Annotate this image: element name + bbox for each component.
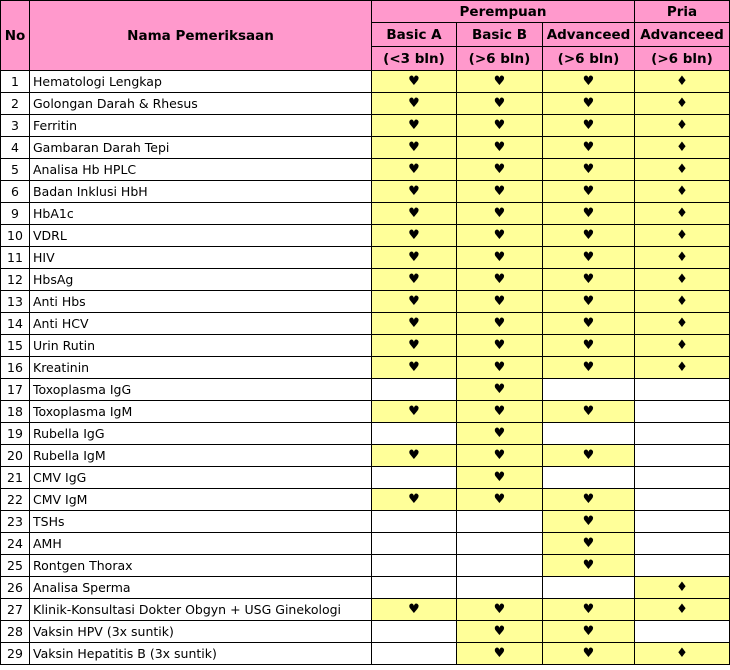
row-number: 4: [1, 137, 30, 159]
row-number: 29: [1, 643, 30, 665]
mark-cell-advanced-female: ♥: [543, 533, 635, 555]
row-number: 19: [1, 423, 30, 445]
mark-cell-basic-b: [457, 577, 543, 599]
test-name: Anti Hbs: [30, 291, 372, 313]
table-row: [1, 181, 730, 203]
mark-cell-basic-a: [372, 379, 457, 401]
mark-cell-advanced-female: ♥: [543, 643, 635, 665]
test-name: Rubella IgM: [30, 445, 372, 467]
mark-cell-advanced-female: ♥: [543, 93, 635, 115]
mark-cell-basic-b: ♥: [457, 357, 543, 379]
column-subheader-basic-a: (<3 bln): [372, 47, 457, 71]
table-row: [1, 71, 730, 93]
test-name: Rontgen Thorax: [30, 555, 372, 577]
mark-cell-advanced-female: ♥: [543, 225, 635, 247]
mark-cell-advanced-female: ♥: [543, 247, 635, 269]
mark-cell-basic-a: ♥: [372, 225, 457, 247]
table-header: [1, 1, 730, 71]
row-number: 18: [1, 401, 30, 423]
mark-cell-advanced-male: ♦: [635, 137, 730, 159]
mark-cell-advanced-male: [635, 467, 730, 489]
mark-cell-basic-a: [372, 423, 457, 445]
table-row: [1, 357, 730, 379]
mark-cell-basic-a: [372, 533, 457, 555]
mark-cell-advanced-male: ♦: [635, 159, 730, 181]
mark-cell-advanced-male: [635, 489, 730, 511]
mark-cell-basic-b: ♥: [457, 247, 543, 269]
test-name: HIV: [30, 247, 372, 269]
test-name: Kreatinin: [30, 357, 372, 379]
mark-cell-basic-b: ♥: [457, 115, 543, 137]
column-header-advanced-male: Advanceed: [635, 23, 730, 47]
test-name: Klinik-Konsultasi Dokter Obgyn + USG Ginekologi: [30, 599, 372, 621]
table-row: [1, 621, 730, 643]
mark-cell-basic-a: ♥: [372, 159, 457, 181]
mark-cell-advanced-male: ♦: [635, 93, 730, 115]
mark-cell-advanced-female: ♥: [543, 555, 635, 577]
table-row: [1, 423, 730, 445]
test-name: Analisa Sperma: [30, 577, 372, 599]
row-number: 21: [1, 467, 30, 489]
row-number: 27: [1, 599, 30, 621]
row-number: 24: [1, 533, 30, 555]
test-name: Rubella IgG: [30, 423, 372, 445]
table-row: [1, 225, 730, 247]
mark-cell-basic-b: [457, 533, 543, 555]
mark-cell-advanced-male: ♦: [635, 247, 730, 269]
table-row: [1, 555, 730, 577]
row-number: 17: [1, 379, 30, 401]
table-row: [1, 159, 730, 181]
row-number: 9: [1, 203, 30, 225]
mark-cell-basic-a: ♥: [372, 115, 457, 137]
mark-cell-advanced-male: ♦: [635, 291, 730, 313]
mark-cell-basic-a: ♥: [372, 71, 457, 93]
column-header-name: Nama Pemeriksaan: [30, 1, 372, 71]
mark-cell-advanced-female: ♥: [543, 335, 635, 357]
table-row: [1, 467, 730, 489]
mark-cell-advanced-female: ♥: [543, 71, 635, 93]
mark-cell-advanced-female: [543, 423, 635, 445]
test-name: HbsAg: [30, 269, 372, 291]
test-name: AMH: [30, 533, 372, 555]
test-name: CMV IgM: [30, 489, 372, 511]
test-name: Urin Rutin: [30, 335, 372, 357]
test-name: VDRL: [30, 225, 372, 247]
mark-cell-basic-b: ♥: [457, 335, 543, 357]
mark-cell-advanced-female: ♥: [543, 269, 635, 291]
test-name: Vaksin HPV (3x suntik): [30, 621, 372, 643]
column-header-advanced-female: Advanceed: [543, 23, 635, 47]
mark-cell-advanced-female: ♥: [543, 313, 635, 335]
mark-cell-basic-a: ♥: [372, 291, 457, 313]
mark-cell-advanced-female: ♥: [543, 621, 635, 643]
table-row: [1, 291, 730, 313]
mark-cell-basic-a: ♥: [372, 203, 457, 225]
group-header-male: Pria: [635, 1, 730, 23]
mark-cell-advanced-male: ♦: [635, 225, 730, 247]
mark-cell-basic-a: ♥: [372, 357, 457, 379]
column-header-basic-b: Basic B: [457, 23, 543, 47]
mark-cell-basic-a: ♥: [372, 335, 457, 357]
mark-cell-advanced-female: ♥: [543, 357, 635, 379]
table-row: [1, 335, 730, 357]
group-header-female: Perempuan: [372, 1, 635, 23]
mark-cell-basic-a: [372, 555, 457, 577]
mark-cell-basic-a: [372, 467, 457, 489]
test-name: HbA1c: [30, 203, 372, 225]
mark-cell-basic-a: [372, 511, 457, 533]
mark-cell-advanced-male: ♦: [635, 599, 730, 621]
mark-cell-advanced-male: ♦: [635, 577, 730, 599]
mark-cell-advanced-male: ♦: [635, 313, 730, 335]
table-row: [1, 489, 730, 511]
mark-cell-basic-b: ♥: [457, 423, 543, 445]
mark-cell-basic-b: ♥: [457, 621, 543, 643]
mark-cell-basic-a: [372, 643, 457, 665]
mark-cell-basic-a: ♥: [372, 181, 457, 203]
test-name: CMV IgG: [30, 467, 372, 489]
mark-cell-advanced-male: [635, 621, 730, 643]
column-header-basic-a: Basic A: [372, 23, 457, 47]
mark-cell-basic-b: ♥: [457, 313, 543, 335]
mark-cell-advanced-female: ♥: [543, 115, 635, 137]
test-name: Vaksin Hepatitis B (3x suntik): [30, 643, 372, 665]
table-row: [1, 247, 730, 269]
mark-cell-advanced-male: [635, 533, 730, 555]
mark-cell-basic-a: ♥: [372, 599, 457, 621]
mark-cell-advanced-male: ♦: [635, 115, 730, 137]
mark-cell-basic-b: ♥: [457, 643, 543, 665]
mark-cell-advanced-male: ♦: [635, 203, 730, 225]
row-number: 12: [1, 269, 30, 291]
mark-cell-basic-b: ♥: [457, 225, 543, 247]
table-row: [1, 577, 730, 599]
row-number: 20: [1, 445, 30, 467]
row-number: 1: [1, 71, 30, 93]
mark-cell-basic-b: ♥: [457, 203, 543, 225]
table-row: [1, 93, 730, 115]
row-number: 28: [1, 621, 30, 643]
mark-cell-advanced-male: ♦: [635, 181, 730, 203]
mark-cell-basic-a: ♥: [372, 313, 457, 335]
row-number: 22: [1, 489, 30, 511]
mark-cell-basic-b: [457, 555, 543, 577]
mark-cell-advanced-male: [635, 511, 730, 533]
mark-cell-advanced-female: ♥: [543, 181, 635, 203]
mark-cell-advanced-male: [635, 445, 730, 467]
mark-cell-advanced-male: ♦: [635, 357, 730, 379]
table-row: [1, 269, 730, 291]
mark-cell-basic-b: ♥: [457, 445, 543, 467]
table-row: [1, 313, 730, 335]
mark-cell-basic-a: ♥: [372, 445, 457, 467]
row-number: 13: [1, 291, 30, 313]
column-header-no: No: [1, 1, 30, 71]
row-number: 26: [1, 577, 30, 599]
row-number: 23: [1, 511, 30, 533]
mark-cell-basic-a: ♥: [372, 401, 457, 423]
test-name: Hematologi Lengkap: [30, 71, 372, 93]
mark-cell-basic-b: ♥: [457, 599, 543, 621]
mark-cell-advanced-female: ♥: [543, 599, 635, 621]
mark-cell-basic-b: ♥: [457, 71, 543, 93]
row-number: 5: [1, 159, 30, 181]
row-number: 14: [1, 313, 30, 335]
mark-cell-advanced-female: ♥: [543, 445, 635, 467]
column-subheader-advanced-male: (>6 bln): [635, 47, 730, 71]
row-number: 16: [1, 357, 30, 379]
mark-cell-advanced-female: ♥: [543, 401, 635, 423]
test-name: Anti HCV: [30, 313, 372, 335]
mark-cell-advanced-female: [543, 379, 635, 401]
mark-cell-basic-b: ♥: [457, 181, 543, 203]
mark-cell-advanced-male: ♦: [635, 643, 730, 665]
mark-cell-basic-a: [372, 577, 457, 599]
test-name: Toxoplasma IgG: [30, 379, 372, 401]
table-row: [1, 445, 730, 467]
column-subheader-basic-b: (>6 bln): [457, 47, 543, 71]
mark-cell-advanced-male: ♦: [635, 335, 730, 357]
mark-cell-advanced-female: [543, 577, 635, 599]
mark-cell-basic-a: ♥: [372, 489, 457, 511]
mark-cell-basic-a: ♥: [372, 93, 457, 115]
test-name: Ferritin: [30, 115, 372, 137]
test-name: Toxoplasma IgM: [30, 401, 372, 423]
column-subheader-advanced-female: (>6 bln): [543, 47, 635, 71]
mark-cell-basic-a: ♥: [372, 269, 457, 291]
mark-cell-basic-b: [457, 511, 543, 533]
mark-cell-basic-b: ♥: [457, 137, 543, 159]
test-name: Gambaran Darah Tepi: [30, 137, 372, 159]
mark-cell-advanced-female: [543, 467, 635, 489]
mark-cell-basic-b: ♥: [457, 291, 543, 313]
table-row: [1, 599, 730, 621]
mark-cell-basic-b: ♥: [457, 379, 543, 401]
mark-cell-advanced-female: ♥: [543, 489, 635, 511]
table-row: [1, 379, 730, 401]
mark-cell-advanced-female: ♥: [543, 159, 635, 181]
table-row: [1, 511, 730, 533]
mark-cell-advanced-male: [635, 401, 730, 423]
mark-cell-advanced-male: ♦: [635, 71, 730, 93]
test-name: Badan Inklusi HbH: [30, 181, 372, 203]
mark-cell-advanced-female: ♥: [543, 291, 635, 313]
table-row: [1, 137, 730, 159]
row-number: 10: [1, 225, 30, 247]
row-number: 25: [1, 555, 30, 577]
row-number: 15: [1, 335, 30, 357]
row-number: 2: [1, 93, 30, 115]
mark-cell-basic-b: ♥: [457, 467, 543, 489]
mark-cell-basic-a: [372, 621, 457, 643]
mark-cell-advanced-male: [635, 423, 730, 445]
mark-cell-advanced-male: [635, 379, 730, 401]
mark-cell-basic-b: ♥: [457, 159, 543, 181]
mark-cell-advanced-male: ♦: [635, 269, 730, 291]
mark-cell-advanced-female: ♥: [543, 203, 635, 225]
test-name: Analisa Hb HPLC: [30, 159, 372, 181]
mark-cell-advanced-female: ♥: [543, 137, 635, 159]
mark-cell-basic-b: ♥: [457, 401, 543, 423]
mark-cell-advanced-male: [635, 555, 730, 577]
table-row: [1, 533, 730, 555]
mark-cell-basic-b: ♥: [457, 269, 543, 291]
mark-cell-advanced-female: ♥: [543, 511, 635, 533]
row-number: 6: [1, 181, 30, 203]
test-name: Golongan Darah & Rhesus: [30, 93, 372, 115]
table-row: [1, 643, 730, 665]
row-number: 11: [1, 247, 30, 269]
mark-cell-basic-b: ♥: [457, 489, 543, 511]
table-row: [1, 203, 730, 225]
table-body: [1, 71, 730, 665]
test-name: TSHs: [30, 511, 372, 533]
mark-cell-basic-b: ♥: [457, 93, 543, 115]
mark-cell-basic-a: ♥: [372, 137, 457, 159]
table-row: [1, 401, 730, 423]
mark-cell-basic-a: ♥: [372, 247, 457, 269]
row-number: 3: [1, 115, 30, 137]
table-row: [1, 115, 730, 137]
